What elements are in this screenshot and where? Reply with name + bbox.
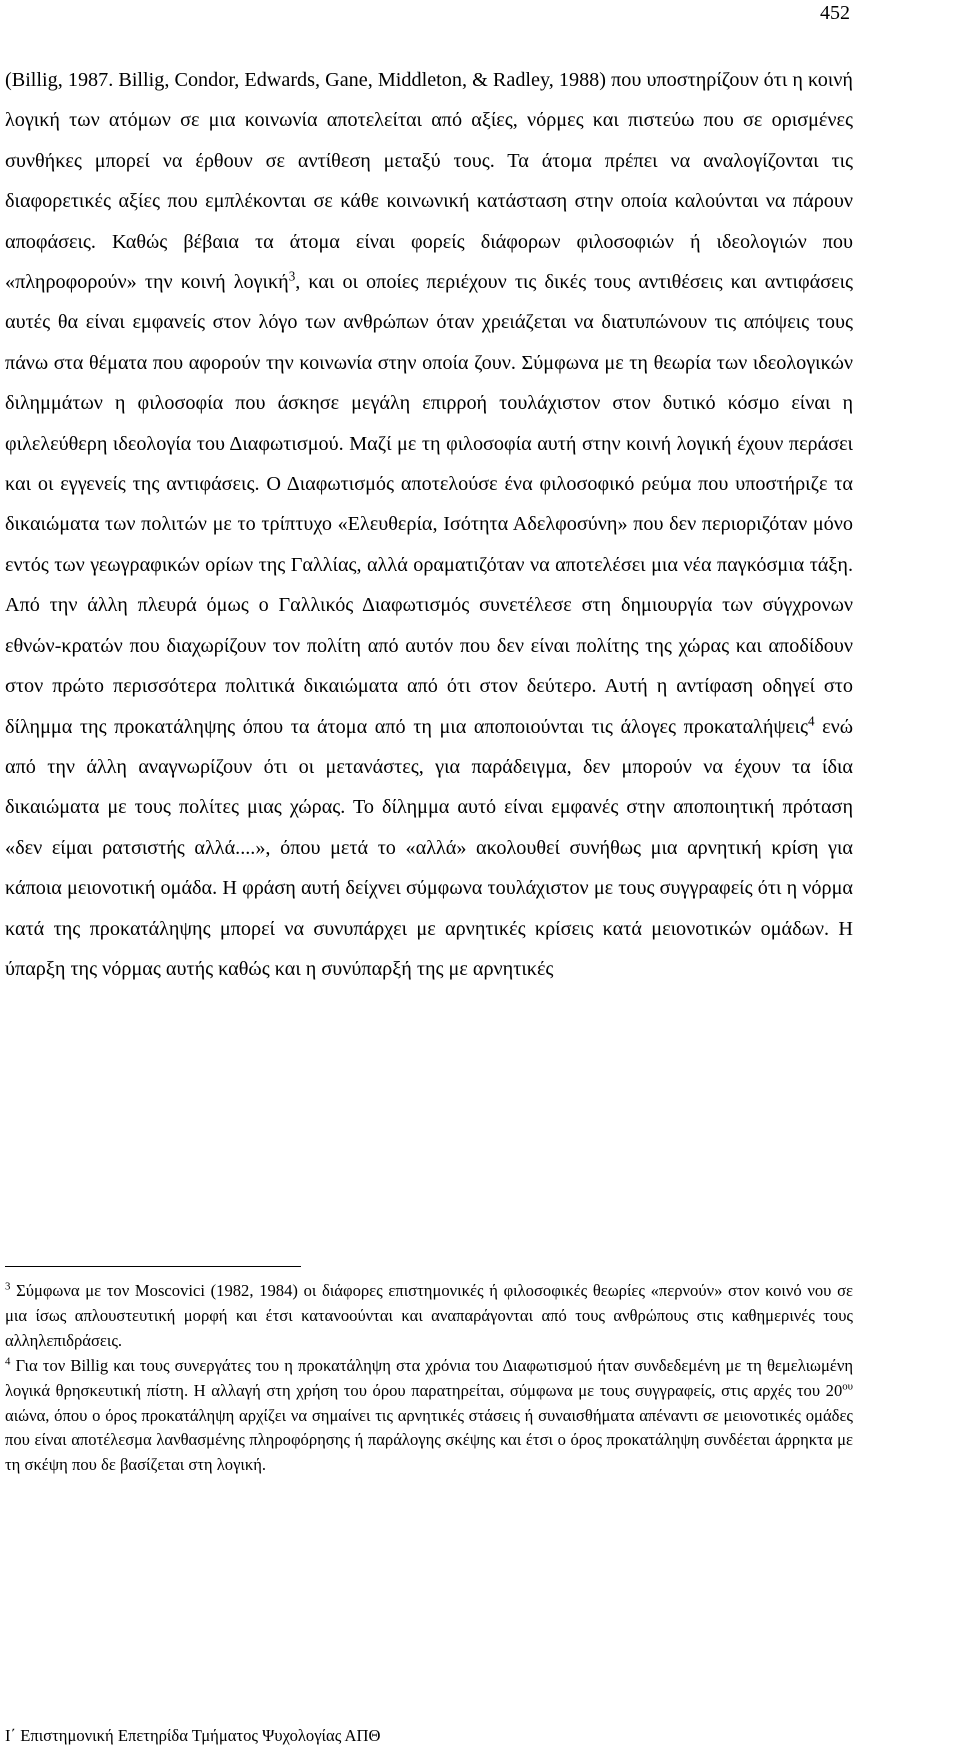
footnote-text-continued: αιώνα, όπου ο όρος προκατάληψη αρχίζει να σημαίνει τις αρνητικές στάσεις ή συναισθήματα απέναντι σε μειονοτικές ομάδες που είναι αποτέλεσμα λανθασμένης πληροφόρησης ή παράλογης σκέψης και έτσι ο όρος προκατάληψη συνδέεται άρρηκτα με τη σκέψη που δε βασίζεται στη λογική. [5, 1405, 853, 1475]
footnote-reference-4[interactable]: 4 [807, 712, 815, 728]
footnote-text: Για τον Billig και τους συνεργάτες του η προκατάληψη στα χρόνια του Διαφωτισμού ήταν συνδεδεμένη με τη θεμελιωμένη λογικά θρησκευτική πίστη. Η αλλαγή στη χρήση του όρου παρατηρείται, σύμφωνα με τους συγγραφείς, στις αρχές του 20 [5, 1355, 853, 1400]
footnote-3 [5, 1279, 853, 1354]
footnote-marker: 4 [5, 1355, 11, 1368]
body-text-part-2: , και οι οποίες περιέχουν τις δικές τους αντιθέσεις και αντιφάσεις αυτές θα είναι εμφανείς στον λόγο των ανθρώπων όταν χρειάζεται να διατυπώνουν τις απόψεις τους πάνω στα θέματα που αφορούν την κοινωνία στην οποία ζουν. Σύμφωνα με τη θεωρία των ιδεολογικών διλημμάτων η φιλοσοφία που άσκησε μεγάλη επιρροή τουλάχιστον στον δυτικό κόσμο είναι η φιλελεύθερη ιδεολογία του Διαφωτισμού. Μαζί με τη φιλοσοφία αυτή στην κοινή λογική έχουν περάσει και οι εγγενείς της αντιφάσεις. Ο Διαφωτισμός αποτελούσε ένα φιλοσοφικό ρεύμα που υποστήριζε τα δικαιώματα των πολιτών με το τρίπτυχο «Ελευθερία, Ισότητα Αδελφοσύνη» που δεν περιοριζόταν μόνο εντός των γεωγραφικών ορίων της Γαλλίας, αλλά οραματιζόταν να αποτελέσει μια νέα παγκόσμια τάξη. Από την άλλη πλευρά όμως ο Γαλλικός Διαφωτισμός συνετέλεσε στη δημιουργία των σύγχρονων εθνών-κρατών που διαχωρίζουν τον πολίτη από αυτόν που δεν είναι πολίτης της χώρας και αποδίδουν στον πρώτο περισσότερα πολιτικά δικαιώματα από ότι στον δεύτερο. Αυτή η αντίφαση οδηγεί στο δίλημμα της προκατάληψης όπου τα άτομα από τη μια αποποιούνται τις άλογες προκαταλήψεις [5, 271, 854, 738]
footnote-text: Σύμφωνα με τον Moscovici (1982, 1984) οι διάφορες επιστημονικές ή φιλοσοφικές θεωρίες «περνούν» στον κοινό νου σε μια ίσως απλουστευτική μορφή και έτσι κατανοούνται και αναπαράγονται από τους ανθρώπους στις καθημερινές τους αλληλεπιδράσεις. [5, 1281, 853, 1350]
footnote-4 [5, 1354, 853, 1479]
body-text-part-3: ενώ από την άλλη αναγνωρίζουν ότι οι μετανάστες, για παράδειγμα, δεν μπορούν να έχουν τα ίδια δικαιώματα με τους πολίτες μιας χώρας. Το δίλημμα αυτό είναι εμφανές στην αποποιητική πρόταση «δεν είμαι ρατσιστής αλλά....», όπου μετά το «αλλά» ακολουθεί συνήθως μια αρνητική κρίση για κάποια μειονοτική ομάδα. Η φράση αυτή δείχνει σύμφωνα τουλάχιστον με τους συγγραφείς ότι η νόρμα κατά της προκατάληψης μπορεί να συνυπάρχει με αρνητικές κρίσεις κατά μειονοτικών ομάδων. Η ύπαρξη της νόρμας αυτής καθώς και η συνύπαρξή της με αρνητικές [5, 715, 853, 980]
body-text-part-1: (Billig, 1987. Billig, Condor, Edwards, Gane, Middleton, & Radley, 1988) που υποστηρίζουν ότι η κοινή λογική των ατόμων σε μια κοινωνία αποτελείται από αξίες, νόρμες και πιστεύω που σε ορισμένες συνθήκες μπορεί να έρθουν σε αντίθεση μεταξύ τους. Τα άτομα πρέπει να αναλογίζονται τις διαφορετικές αξίες που εμπλέκονται σε κάθε κοινωνική κατάσταση στην οποία καλούνται να πάρουν αποφάσεις. Καθώς βέβαια τα άτομα είναι φορείς διάφορων φιλοσοφιών ή ιδεολογιών που «πληροφορούν» την κοινή λογική [5, 69, 853, 294]
footnotes [5, 1279, 853, 1478]
footnote-reference-3[interactable]: 3 [288, 268, 296, 284]
footnote-separator [5, 1266, 301, 1267]
page-footer: Ι΄ Επιστημονική Επετηρίδα Τμήματος Ψυχολογίας ΑΠΘ [5, 1726, 381, 1745]
ordinal-suffix: ου [842, 1380, 853, 1393]
body-paragraph [5, 60, 853, 989]
footnote-marker: 3 [5, 1280, 11, 1293]
page-number: 452 [820, 2, 850, 24]
